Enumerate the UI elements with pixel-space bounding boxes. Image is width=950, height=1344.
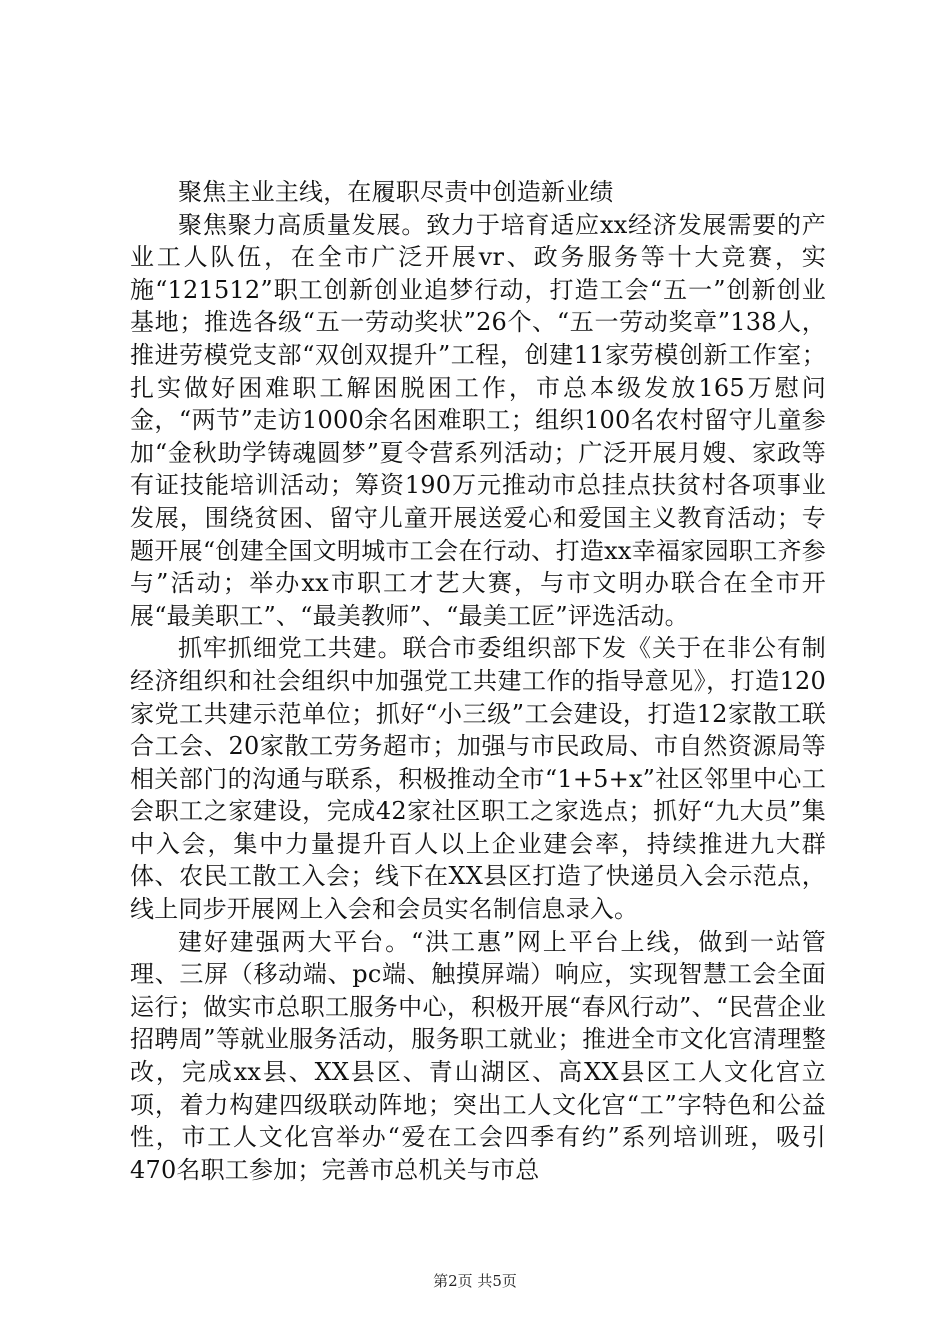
paragraph-high-quality-development: 聚焦聚力高质量发展。致力于培育适应xx经济发展需要的产业工人队伍，在全市广泛开展vr、政务服务等十大竞赛，实施“121512”职工创新创业追梦行动，打造工会“五一”创新创业基地；推选各级“五一劳动奖状”26个、“五一劳动奖章”138人，推进劳模党支部“双创双提升”工程，创建11家劳模创新工作室；扎实做好困难职工解困脱困工作，市总本级发放165万慰问金，“两节”走访1000余名困难职工；组织100名农村留守儿童参加“金秋助学铸魂圆梦”夏令营系列活动；广泛开展月嫂、家政等有证技能培训活动；筹资190万元推动市总挂点扶贫村各项事业发展，围绕贫困、留守儿童开展送爱心和爱国主义教育活动；专题开展“创建全国文明城市工会在行动、打造xx幸福家园职工齐参与”活动；举办xx市职工才艺大赛，与市文明办联合在全市开展“最美职工”、“最美教师”、“最美工匠”评选活动。	[130, 210, 826, 630]
paragraph-two-platforms: 建好建强两大平台。“洪工惠”网上平台上线，做到一站管理、三屏（移动端、pc端、触摸屏端）响应，实现智慧工会全面运行；做实市总职工服务中心，积极开展“春风行动”、“民营企业招聘周”等就业服务活动，服务职工就业；推进全市文化宫清理整改，完成xx县、XX县区、青山湖区、高XX县区工人文化宫立项，着力构建四级联动阵地；突出工人文化宫“工”字特色和公益性，市工人文化宫举办“爱在工会四季有约”系列培训班，吸引470名职工参加；完善市总机关与市总	[130, 927, 826, 1184]
document-body	[130, 176, 826, 1186]
page-number-footer: 第2页 共5页	[433, 1272, 517, 1290]
section-heading: 聚焦主业主线，在履职尽责中创造新业绩	[178, 178, 614, 206]
paragraph-party-union-building: 抓牢抓细党工共建。联合市委组织部下发《关于在非公有制经济组织和社会组织中加强党工共建工作的指导意见》，打造120家党工共建示范单位；抓好“小三级”工会建设，打造12家散工联合工会、20家散工劳务超市；加强与市民政局、市自然资源局等相关部门的沟通与联系，积极推动全市“1+5+x”社区邻里中心工会职工之家建设，完成42家社区职工之家选点；抓好“九大员”集中入会，集中力量提升百人以上企业建会率，持续推进九大群体、农民工散工入会；线下在XX县区打造了快递员入会示范点，线上同步开展网上入会和会员实名制信息录入。	[130, 634, 826, 924]
